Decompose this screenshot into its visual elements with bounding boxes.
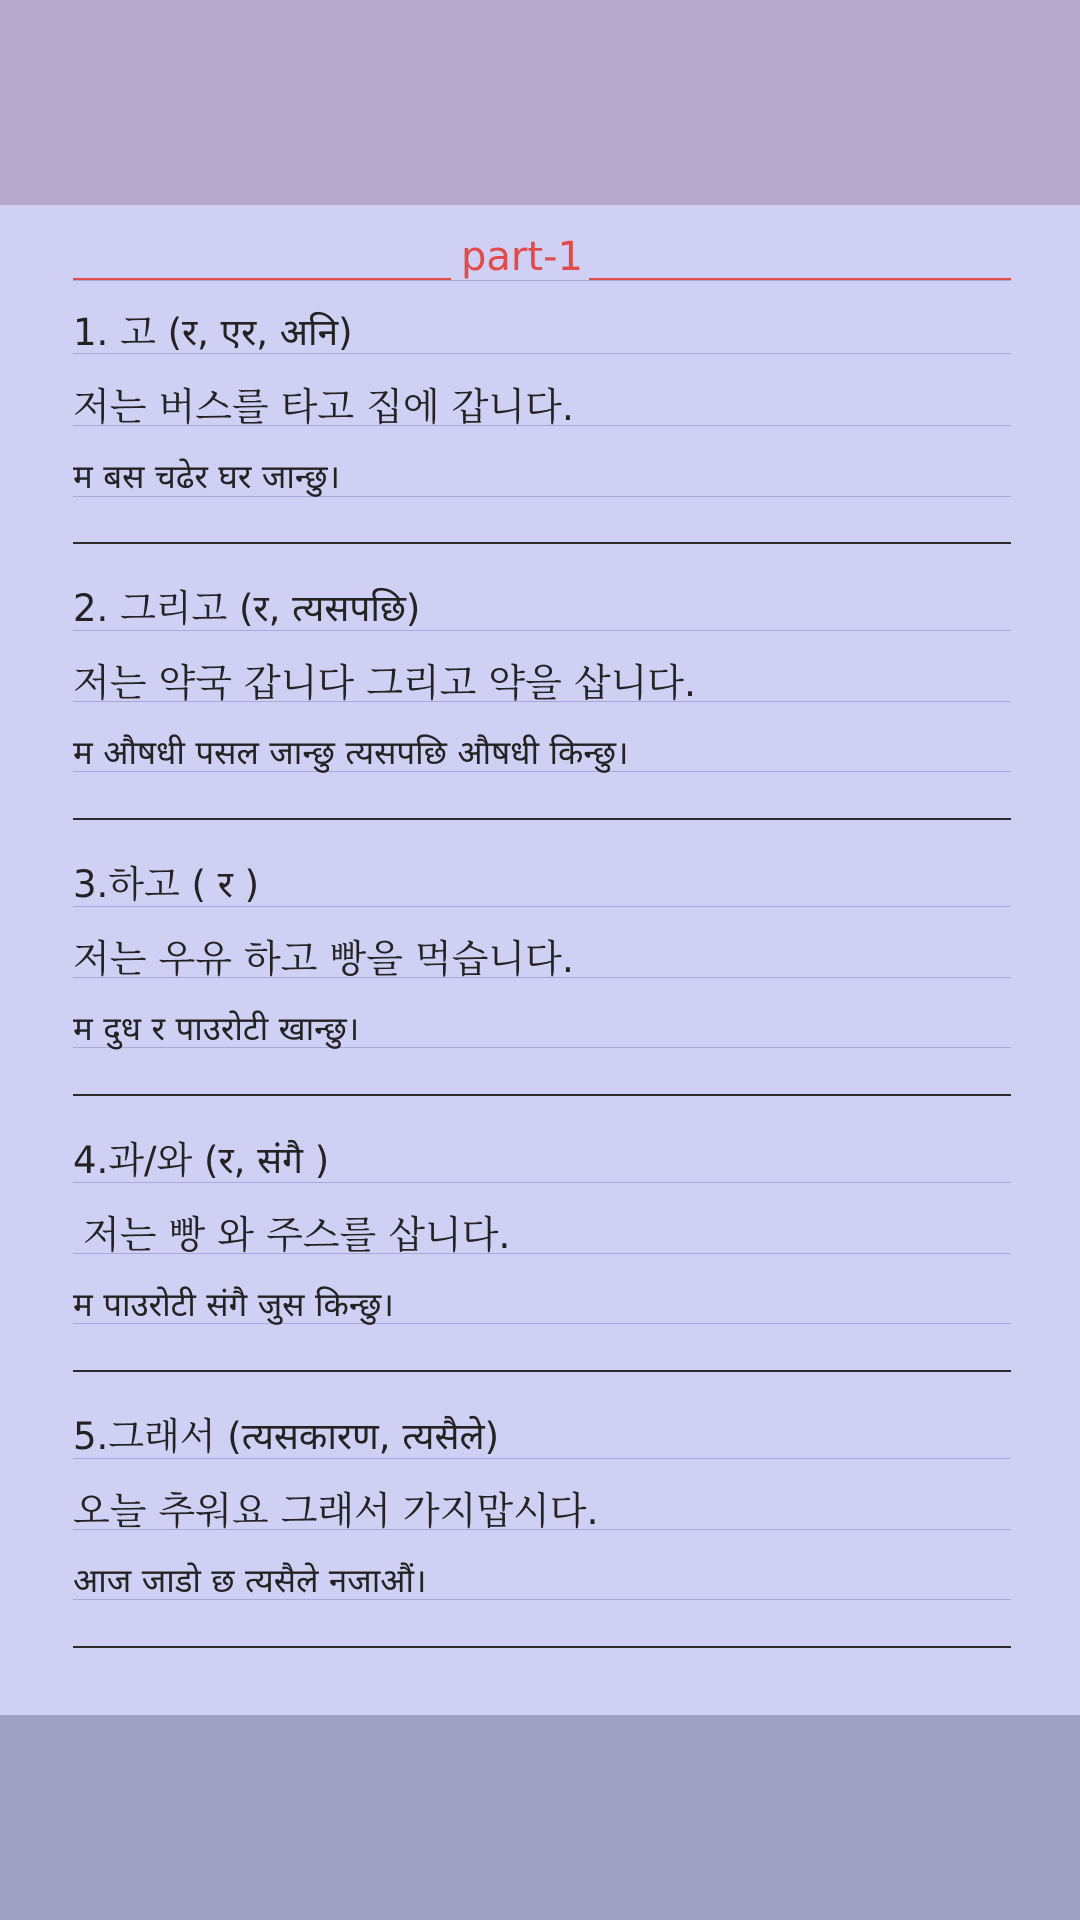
nepali-translation: आज जाडो छ त्यसैले नजाऔं। <box>73 1561 427 1600</box>
answer-line <box>73 1094 1011 1096</box>
section-heading: 5.그래서 (त्यसकारण, त्यसैले) <box>73 1415 500 1458</box>
title-underline-right <box>589 278 1011 280</box>
answer-line <box>73 1370 1011 1372</box>
section-heading: 2. 그리고 (र, त्यसपछि) <box>73 587 421 630</box>
section-4 <box>73 1131 1011 1407</box>
page-title: part-1 <box>461 234 583 280</box>
nepali-translation: म औषधी पसल जान्छु त्यसपछि औषधी किन्छु। <box>73 733 629 772</box>
answer-line <box>73 818 1011 820</box>
title-row <box>73 232 1011 282</box>
section-2 <box>73 579 1011 855</box>
section-3 <box>73 855 1011 1131</box>
korean-sentence: 저는 버스를 타고 집에 갑니다. <box>73 385 574 429</box>
section-1 <box>73 303 1011 579</box>
nepali-translation: म दुध र पाउरोटी खान्छु। <box>73 1009 360 1048</box>
section-heading: 1. 고 (र, एर, अनि) <box>73 311 353 354</box>
korean-sentence: 저는 빵 와 주스를 삽니다. <box>83 1213 511 1257</box>
korean-sentence: 저는 약국 갑니다 그리고 약을 삽니다. <box>73 661 697 705</box>
bottom-background <box>0 1715 1080 1920</box>
title-underline-left <box>73 278 451 280</box>
korean-sentence: 저는 우유 하고 빵을 먹습니다. <box>73 937 574 981</box>
answer-line <box>73 1646 1011 1648</box>
section-heading: 3.하고 ( र ) <box>73 863 260 906</box>
nepali-translation: म बस चढेर घर जान्छु। <box>73 457 340 496</box>
korean-sentence: 오늘 추워요 그래서 가지맙시다. <box>73 1489 599 1533</box>
answer-line <box>73 542 1011 544</box>
section-5 <box>73 1407 1011 1683</box>
top-background <box>0 0 1080 205</box>
nepali-translation: म पाउरोटी संगै जुस किन्छु। <box>73 1285 394 1324</box>
section-heading: 4.과/와 (र, संगै ) <box>73 1139 330 1182</box>
